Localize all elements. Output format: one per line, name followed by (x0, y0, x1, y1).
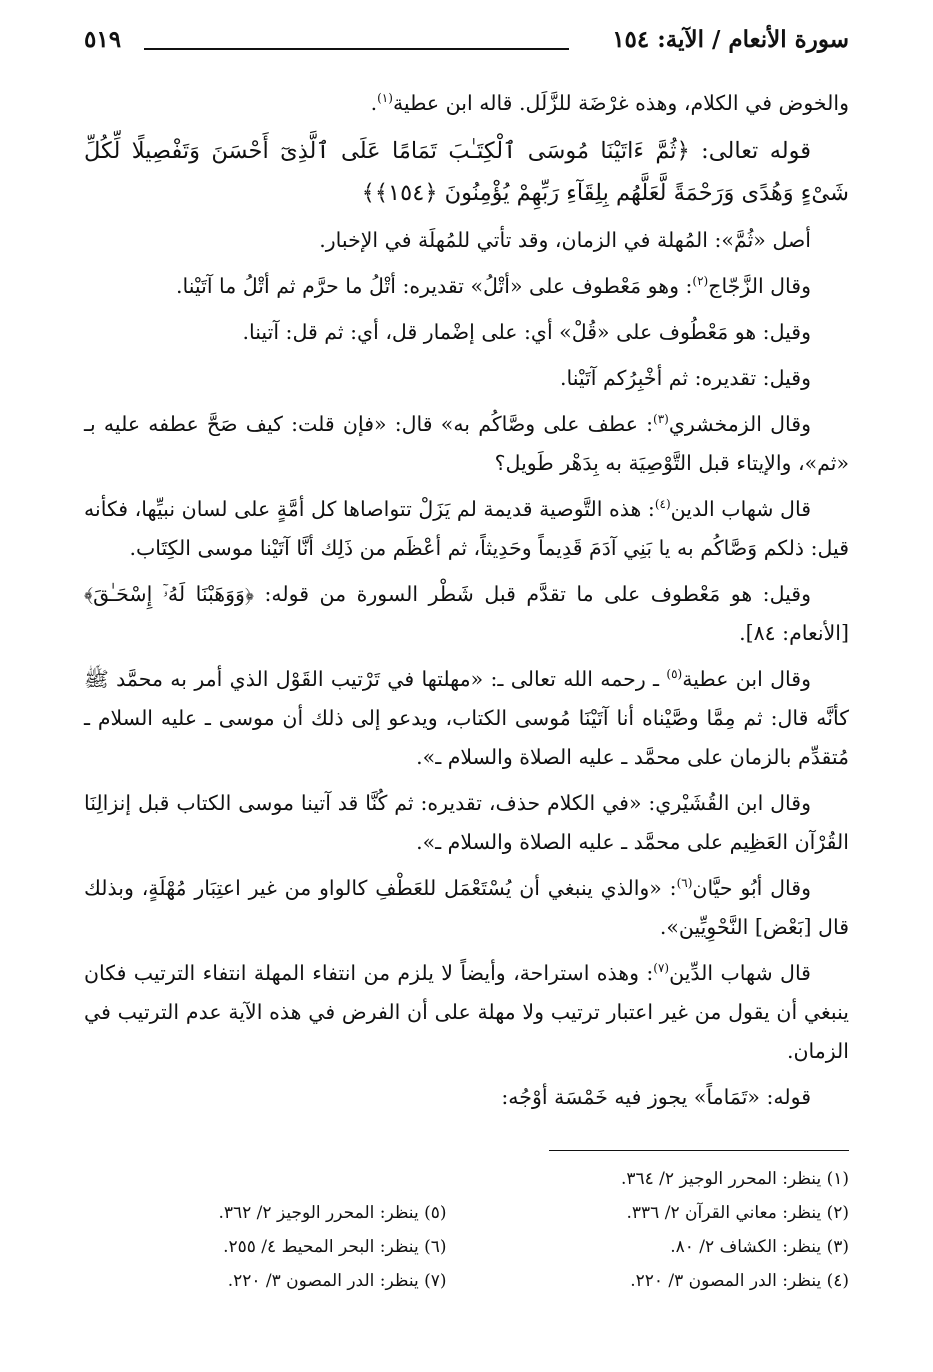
paragraph (84, 869, 849, 947)
paragraph-text: وقال ابن القُشَيْري: «في الكلام حذف، تقديره: ثم كُنَّا قد آتينا موسى الكتاب قبل إنزالِنَا القُرْآن العَظِيم على محمَّد ـ عليه الصلاة والسلام ـ». (84, 791, 849, 854)
paragraph-tail: : عطف على وصَّاكُم به» قال: «فإن قلت: كيف صَحَّ عطفه عليه بـ «ثم»، والإيتاء قبل التَّوْصِيَة به بِدَهْر طَويل؟ (84, 412, 849, 475)
paragraph (84, 405, 849, 483)
paragraph (84, 954, 849, 1071)
paragraph (84, 84, 849, 123)
paragraph (84, 221, 849, 260)
footnote: (٤) ينظر: الدر المصون ٣/ ٢٢٠. (630, 1271, 849, 1291)
paragraph-text: وقال أبُو حيَّان (692, 876, 811, 900)
footnote: (١) ينظر: المحرر الوجيز ٢/ ٣٦٤. (620, 1169, 849, 1189)
footnote-ref: (٦) (676, 876, 693, 891)
paragraph-tail: : «والذي ينبغي أن يُسْتَعْمَل للعَطْفِ كالواو من غير اعتِبَار مُهْلَةٍ، وبذلك قال [بَعْض] النَّحْوِيِّين». (84, 876, 849, 939)
footnote-separator (549, 1150, 849, 1151)
paragraph-text: وقال الزمخشري (668, 412, 812, 436)
paragraph (84, 313, 849, 352)
paragraph-text: وقيل: هو مَعْطوف على ما تقدَّم قبل شَطْر السورة من قوله: ﴿وَوَهَبْنَا لَهُۥٓ إِسْحَـٰقَ﴾ [الأنعام: ٨٤]. (84, 582, 849, 645)
footnotes (84, 1162, 849, 1298)
paragraph (84, 490, 849, 568)
footnote-ref: (٥) (666, 667, 683, 682)
paragraph (84, 660, 849, 777)
quran-verse (84, 130, 849, 214)
paragraph-text: أصل «ثُمَّ»: المُهلة في الزمان، وقد تأتي للمُهلَة في الإخبار. (319, 228, 811, 252)
paragraph-tail: : هذه التَّوصية قديمة لم يَزَلْ تتواصاها كل أمَّةٍ على لسان نبيِّها، فكأنه قيل: ذلكم وَصَّاكُم به يا بَنِي آدَمَ قَدِيماً وحَدِيثاً، ثم أعْظَم من ذَلِك أنَّا آتَيْنا موسى الكِتَاب. (84, 497, 849, 560)
verse-text: قوله تعالى: ﴿ثُمَّ ءَاتَيْنَا مُوسَى ٱلْكِتَـٰبَ تَمَامًا عَلَى ٱلَّذِىٓ أَحْسَنَ وَتَفْصِيلًا لِّكُلِّ شَىْءٍ وَهُدًى وَرَحْمَةً لَّعَلَّهُم بِلِقَآءِ رَبِّهِمْ يُؤْمِنُونَ ﴿١٥٤﴾﴾ (84, 138, 849, 206)
page-number: ٥١٩ (84, 26, 122, 53)
paragraph-tail: : وهو مَعْطوف على «أتْلُ» تقديره: أتْلُ ما حرَّم ثم أتْلُ ما آتَيْنا. (175, 274, 693, 298)
footnote: (٣) ينظر: الكشاف ٢/ ٨٠. (670, 1237, 849, 1257)
footnote: (٢) ينظر: معاني القرآن ٢/ ٣٣٦. (626, 1203, 849, 1223)
paragraph-tail: : وهذه استراحة، وأيضاً لا يلزم من انتفاء المهلة انتفاء الترتيب فكان ينبغي أن يقول من غير اعتبار ترتيب ولا مهلة على أن الفرض في هذه الآية عدم الترتيب في الزمان. (84, 961, 849, 1063)
paragraph-text: وقال ابن عطية (682, 667, 811, 691)
paragraph-tail: . (370, 91, 378, 115)
footnotes-left-column (84, 1162, 447, 1298)
paragraph-tail: ـ رحمه الله تعالى ـ: «مهلتها في تَرْتيب القَوْل الذي أمر به محمَّد ﷺ كأنَّه قال: ثم مِمَّا وصَّيْناه أنا آتَيْنَا مُوسى الكتاب، ويدعو إلى ذلك أن موسى ـ عليه السلام ـ مُتقدِّم بالزمان على محمَّد ـ عليه الصلاة والسلام ـ». (84, 667, 849, 769)
footnote: (٦) ينظر: البحر المحيط ٤/ ٢٥٥. (223, 1237, 447, 1257)
paragraph (84, 359, 849, 398)
paragraph-text: قوله: «تَمَاماً» يجوز فيه خَمْسَة أوْجُه: (501, 1085, 811, 1109)
footnote: (٧) ينظر: الدر المصون ٣/ ٢٢٠. (227, 1271, 447, 1291)
paragraph-text: قال شهاب الدين (670, 497, 811, 521)
paragraph (84, 267, 849, 306)
main-text (84, 84, 849, 1117)
paragraph-text: قال شهاب الدِّين (669, 961, 811, 985)
footnote: (٥) ينظر: المحرر الوجيز ٢/ ٣٦٢. (218, 1203, 447, 1223)
paragraph (84, 575, 849, 653)
paragraph-text: وقيل: هو مَعْطُوف على «قُلْ» أي: على إضْمار قل، أي: ثم قل: آتينا. (242, 320, 811, 344)
paragraph-text: والخوض في الكلام، وهذه غرْضَة للزَّلَل. قاله ابن عطية (392, 91, 849, 115)
paragraph-text: وقيل: تقديره: ثم أخْبِرُكم آتَيْنا. (559, 366, 811, 390)
footnote-ref: (٢) (692, 274, 709, 289)
surah-verse-title: سورة الأنعام / الآية: ١٥٤ (612, 26, 849, 53)
footnote-ref: (٤) (654, 497, 671, 512)
paragraph-text: وقال الزَّجّاج (708, 274, 811, 298)
footnote-ref: (١) (377, 91, 393, 106)
footnote-ref: (٣) (653, 412, 669, 427)
header-rule (144, 48, 569, 50)
footnotes-right-column (487, 1162, 850, 1298)
paragraph (84, 1078, 849, 1117)
footnote-ref: (٧) (653, 961, 670, 976)
paragraph (84, 784, 849, 862)
running-header (84, 22, 849, 62)
